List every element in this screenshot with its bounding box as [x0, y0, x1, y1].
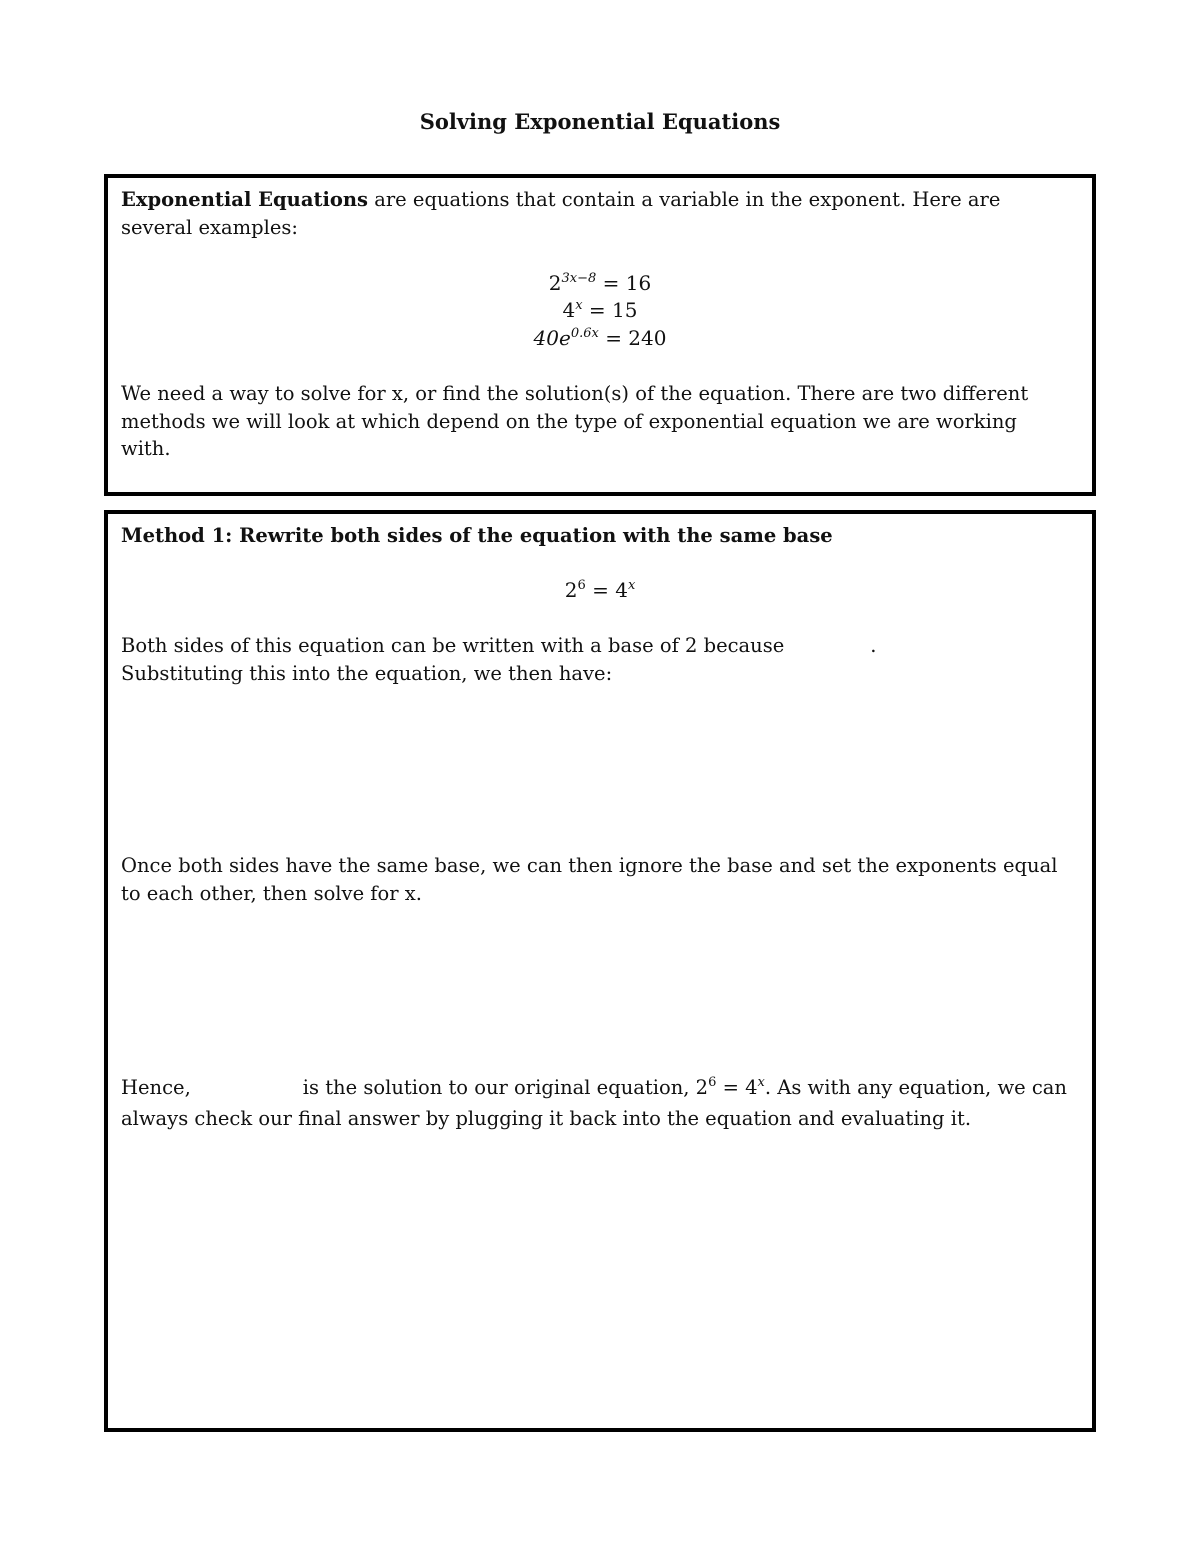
- method1-para1-end: .: [870, 634, 877, 657]
- example-equation-3: $40e^{0.6x} = 240$: [533, 326, 667, 350]
- method1-para3-c: . As with any equation, we can always check our final answer by plugging it back into the equation and evaluating it.: [121, 1076, 1067, 1130]
- method1-para1-b: Substituting this into the equation, we then have:: [121, 661, 613, 685]
- method1-para1-a: Both sides of this equation can be written with a base of 2 because: [121, 634, 785, 657]
- method1-para3-equation: $2^6 = 4^x$: [695, 1075, 765, 1099]
- example-equation-2: 4$^x$ = 15: [562, 298, 638, 322]
- intro-term: Exponential Equations: [121, 188, 369, 211]
- method1-para3-a: Hence,: [121, 1076, 191, 1099]
- intro-paragraph: We need a way to solve for x, or find the solution(s) of the equation. There are two different methods we will look at which depend on the type of exponential equation we are working with.: [121, 382, 1029, 460]
- intro-definition: [121, 186, 1071, 241]
- method1-equation: $2^6 = 4^x$: [564, 578, 636, 602]
- method1-paragraph-1: [121, 632, 1071, 687]
- method1-paragraph-3: [121, 1074, 1071, 1132]
- page-title: Solving Exponential Equations: [419, 109, 781, 134]
- example-equation-1: $2^{3x-8} = 16$: [548, 271, 652, 295]
- method1-paragraph-2: Once both sides have the same base, we can then ignore the base and set the exponents equal to each other, then solve for x.: [121, 854, 1058, 905]
- method1-heading: Method 1: Rewrite both sides of the equation with the same base: [121, 524, 833, 547]
- method1-para3-b: is the solution to our original equation,: [302, 1076, 690, 1099]
- intro-definition-text: are equations that contain a variable in the exponent. Here are several examples:: [121, 188, 1001, 239]
